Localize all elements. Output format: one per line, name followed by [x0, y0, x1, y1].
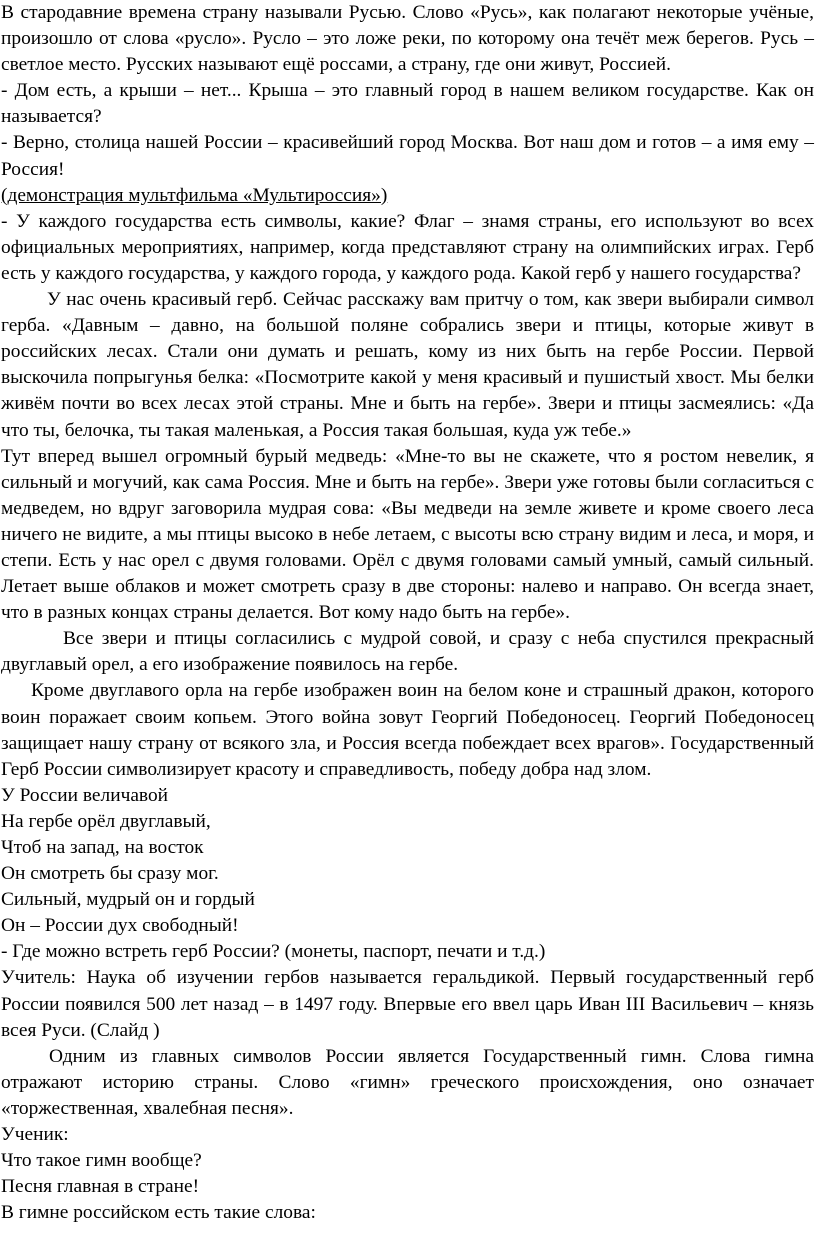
poem-line: Песня главная в стране!	[1, 1176, 200, 1198]
poem-line: Что такое гимн вообще?	[1, 1150, 202, 1172]
paragraph-rus-origin: В стародавние времена страну называли Русью. Слово «Русь», как полагают некоторые учёные, произошло от слова «русло». Русло – это ложе реки, по которому она течёт меж берегов. Русь – светлое место. Русских называют ещё россами, а страну, где они живут, Россией.	[1, 2, 814, 76]
paragraph-eagle-on-emblem: Все звери и птицы согласились с мудрой совой, и сразу с неба спустился прекрасный двуглавый орел, а его изображение появилось на гербе.	[1, 628, 814, 676]
paragraph-anthem: Одним из главных символов России является Государственный гимн. Слова гимна отражают историю страны. Слово «гимн» греческого происхождения, оно означает «торжественная, хвалебная песня».	[1, 1045, 814, 1119]
poem-line: На гербе орёл двуглавый,	[1, 810, 211, 832]
poem-line: У России величавой	[1, 784, 169, 806]
paragraph-capital-moscow: - Верно, столица нашей России – красивейший город Москва. Вот наш дом и готов – а имя ему – Россия!	[1, 132, 814, 180]
paragraph-heraldry: Учитель: Наука об изучении гербов называется геральдикой. Первый государственный герб России появился 500 лет назад – в 1497 году. Впервые его ввел царь Иван III Васильевич – князь всея Руси. (Слайд )	[1, 967, 814, 1041]
poem-line: Сильный, мудрый он и гордый	[1, 889, 255, 911]
poem-line: Он – России дух свободный!	[1, 915, 239, 937]
paragraph-state-symbols: - У каждого государства есть символы, какие? Флаг – знамя страны, его используют во всех официальных мероприятиях, например, когда представляют страну на олимпийских играх. Герб есть у каждого государства, у каждого города, у каждого рода. Какой герб у нашего государства?	[1, 210, 814, 284]
paragraph-question-emblem-where: - Где можно встреть герб России? (монеты, паспорт, печати и т.д.)	[1, 941, 546, 963]
paragraph-student-label: Ученик:	[1, 1124, 69, 1146]
paragraph-parable-squirrel: У нас очень красивый герб. Сейчас расскажу вам притчу о том, как звери выбирали символ герба. «Давным – давно, на большой поляне собрались звери и птицы, которые живут в российских лесах. Стали они думать и решать, кому из них быть на гербе России. Первой выскочила попрыгунья белка: «Посмотрите какой у меня красивый и пушистый хвост. Мы белки живём почти во всех лесах этой страны. Мне и быть на гербе». Звери и птицы засмеялись: «Да что ты, белочка, ты такая маленькая, а Россия такая большая, куда уж тебе.»	[1, 289, 814, 441]
paragraph-parable-bear-owl: Тут вперед вышел огромный бурый медведь: «Мне-то вы не скажете, что я ростом невелик, я сильный и могучий, как сама Россия. Мне и быть на гербе». Звери уже готовы были согласиться с медведем, но вдруг заговорила мудрая сова: «Вы медведи на земле живете и кроме своего леса ничего не видите, а мы птицы высоко в небе летаем, с высоты всю страну видим и леса, и моря, и степи. Есть у нас орел с двумя головами. Орёл с двумя головами самый умный, самый сильный. Летает выше облаков и может смотреть сразу в две стороны: налево и направо. Он всегда знает, что в разных концах страны делается. Вот кому надо быть на гербе».	[1, 445, 814, 624]
paragraph-cartoon-note: (демонстрация мультфильма «Мультироссия»)	[1, 184, 388, 206]
paragraph-house-roof: - Дом есть, а крыши – нет... Крыша – это главный город в нашем великом государстве. Как он называется?	[1, 80, 814, 128]
paragraph-saint-george: Кроме двуглавого орла на гербе изображен воин на белом коне и страшный дракон, которого воин поражает своим копьем. Этого война зовут Георгий Победоносец. Георгий Победоносец защищает нашу страну от всякого зла, и Россия всегда побеждает всех врагов». Государственный Герб России символизирует красоту и справедливость, победу добра над злом.	[1, 680, 814, 780]
poem-line: Он смотреть бы сразу мог.	[1, 863, 219, 885]
paragraph-anthem-words-intro: В гимне российском есть такие слова:	[1, 1202, 316, 1224]
poem-line: Чтоб на запад, на восток	[1, 837, 204, 858]
